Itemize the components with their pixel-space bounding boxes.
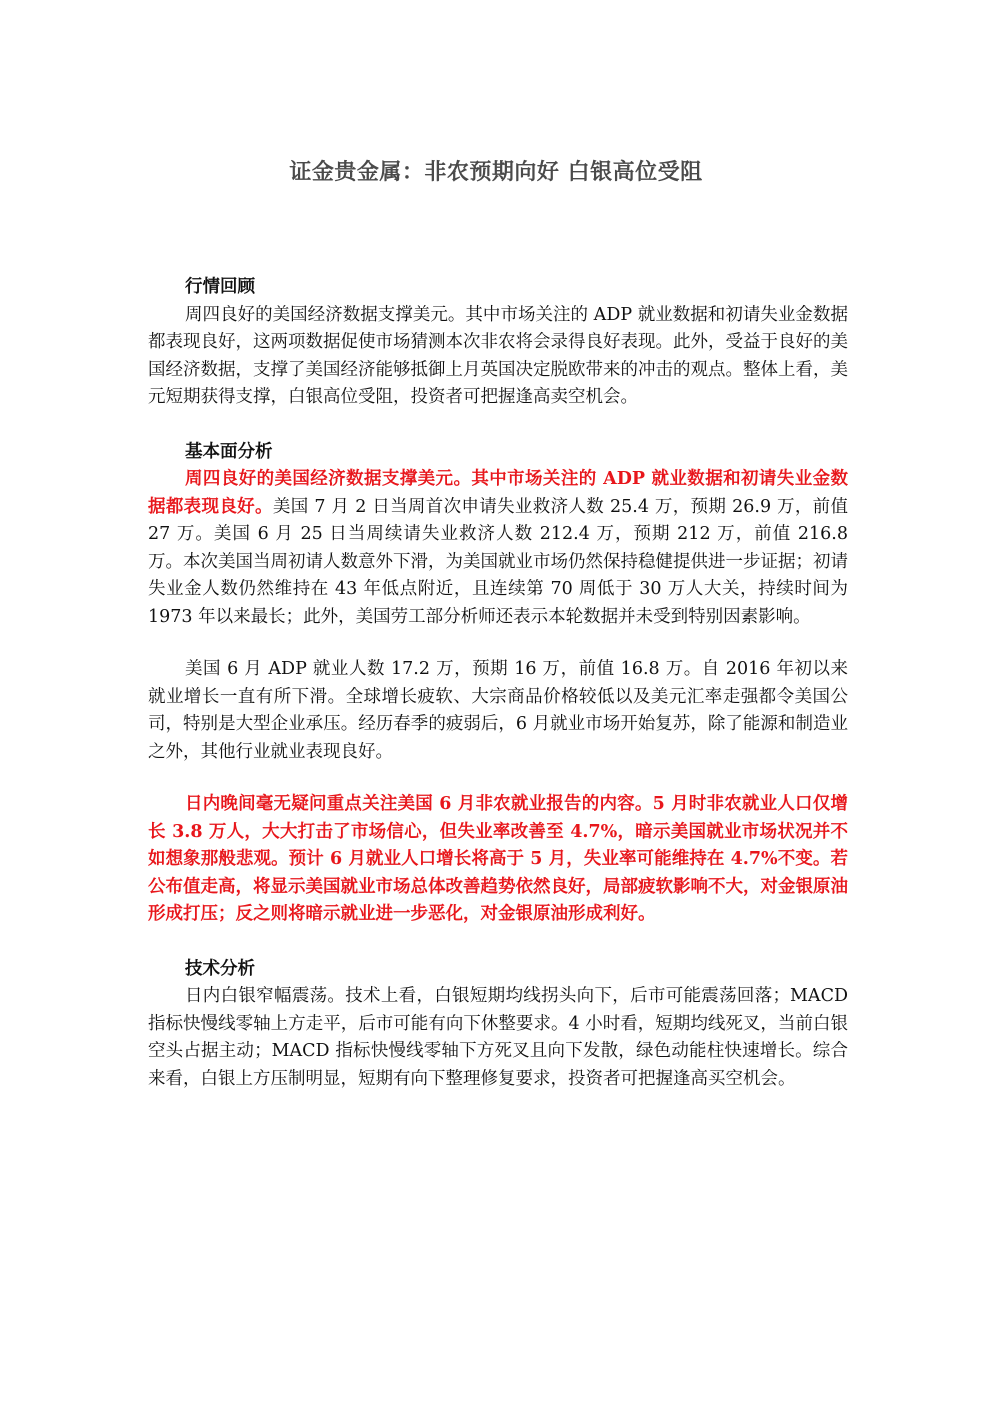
highlighted-text: 周四良好的美国经济数据支撑美元。其中市场关注的 ADP 就业数据和初请失业金数据都表现良好。 — [148, 469, 848, 517]
paragraph-market-review: 周四良好的美国经济数据支撑美元。其中市场关注的 ADP 就业数据和初请失业金数据都表现良好，这两项数据促使市场猜测本次非农将会录得良好表现。此外，受益于良好的美国经济数据，支撑了美国经济能够抵御上月英国决定脱欧带来的冲击的观点。整体上看，美元短期获得支撑，白银高位受阻，投资者可把握逢高卖空机会。 — [148, 304, 848, 407]
document-title: 证金贵金属：非农预期向好 白银高位受阻 — [289, 159, 703, 185]
section-technical-analysis — [148, 956, 848, 1094]
paragraph-fundamental-3-highlighted: 日内晚间毫无疑问重点关注美国 6 月非农就业报告的内容。5 月时非农就业人口仅增长 3.8 万人，大大打击了市场信心，但失业率改善至 4.7%，暗示美国就业市场状况并不如想象那般悲观。预计 6 月就业人口增长将高于 5 月，失业率可能维持在 4.7%不变。若公布值走高，将显示美国就业市场总体改善趋势依然良好，局部疲软影响不大，对金银原油形成打压；反之则将暗示就业进一步恶化，对金银原油形成利好。 — [148, 794, 848, 924]
section-spacer — [148, 412, 848, 439]
document-body — [148, 274, 848, 1093]
paragraph-fundamental-1 — [148, 466, 848, 631]
paragraph-spacer — [148, 766, 848, 791]
section-heading-fundamental-analysis: 基本面分析 — [185, 441, 273, 462]
paragraph-fundamental-2: 美国 6 月 ADP 就业人数 17.2 万，预期 16 万，前值 16.8 万。自 2016 年初以来就业增长一直有所下滑。全球增长疲软、大宗商品价格较低以及美元汇率走强都令美国公司，特别是大型企业承压。经历春季的疲弱后，6 月就业市场开始复苏，除了能源和制造业之外，其他行业就业表现良好。 — [148, 659, 848, 762]
paragraph-technical-analysis: 日内白银窄幅震荡。技术上看，白银短期均线拐头向下，后市可能震荡回落；MACD 指标快慢线零轴上方走平，后市可能有向下休整要求。4 小时看，短期均线死叉，当前白银空头占据主动；MACD 指标快慢线零轴下方死叉且向下发散，绿色动能柱快速增长。综合来看，白银上方压制明显，短期有向下整理修复要求，投资者可把握逢高买空机会。 — [148, 986, 848, 1089]
section-heading-market-review: 行情回顾 — [185, 277, 255, 297]
section-market-review — [148, 274, 848, 412]
section-heading-technical-analysis: 技术分析 — [185, 958, 255, 979]
section-spacer — [148, 929, 848, 956]
paragraph-text: 美国 7 月 2 日当周首次申请失业救济人数 25.4 万，预期 26.9 万，前值 27 万。美国 6 月 25 日当周续请失业救济人数 212.4 万，预期 212 万，前值 216.8 万。本次美国当周初请人数意外下滑，为美国就业市场仍然保持稳健提供进一步证据；初请失业金人数仍然维持在 43 年低点附近，且连续第 70 周低于 30 万人大关，持续时间为 1973 年以来最长；此外，美国劳工部分析师还表示本轮数据并未受到特别因素影响。 — [148, 496, 848, 627]
paragraph-spacer — [148, 631, 848, 656]
section-fundamental-analysis — [148, 439, 848, 929]
